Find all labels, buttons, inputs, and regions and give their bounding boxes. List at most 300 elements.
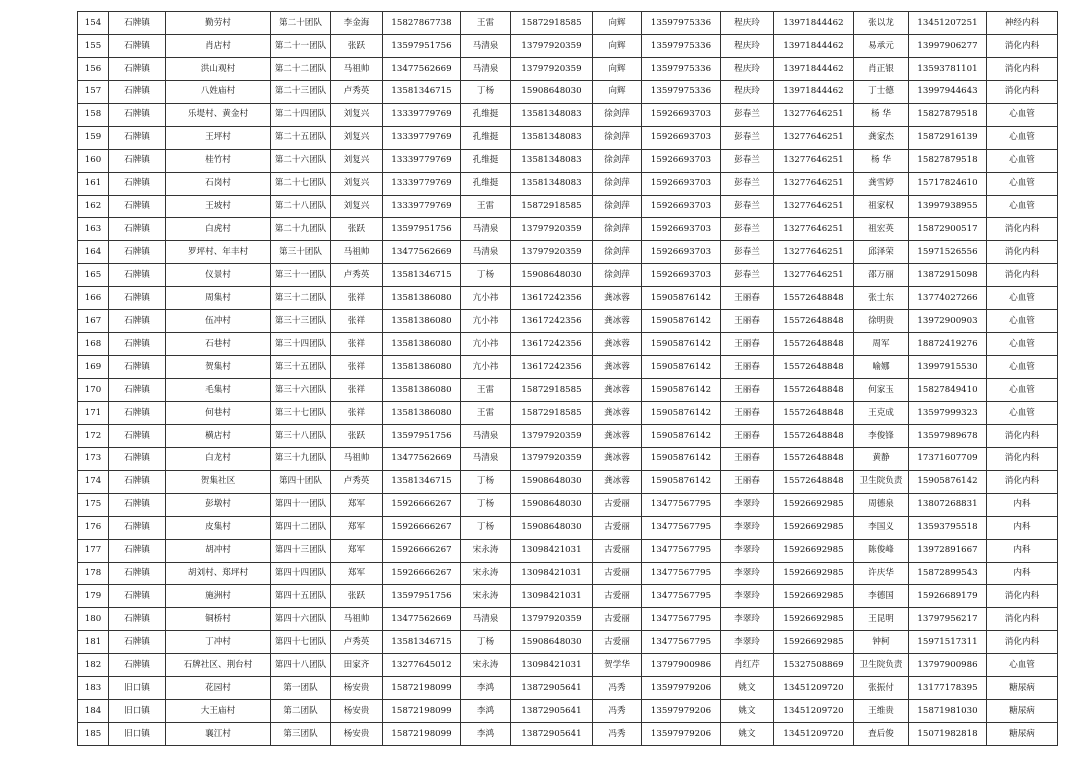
nurse-phone-cell: 15926693703 <box>642 103 721 126</box>
village-cell: 伍冲村 <box>166 310 271 333</box>
member-name-cell: 王雷 <box>461 401 511 424</box>
row-number-cell: 174 <box>78 470 109 493</box>
member-name-cell: 王雷 <box>461 12 511 35</box>
nurse-name-cell: 向辉 <box>593 12 642 35</box>
village-doctor-cell: 张士东 <box>854 287 909 310</box>
specialty-cell: 心血管 <box>987 654 1058 677</box>
nurse-name-cell: 贺学华 <box>593 654 642 677</box>
row-number-cell: 156 <box>78 57 109 80</box>
leader-name-cell: 张跃 <box>331 34 383 57</box>
leader-name-cell: 卢秀英 <box>331 80 383 103</box>
table-row <box>78 103 1058 126</box>
town-cell: 石牌镇 <box>109 149 166 172</box>
leader-name-cell: 郑军 <box>331 493 383 516</box>
town-cell: 石牌镇 <box>109 310 166 333</box>
leader-phone-cell: 15926666267 <box>383 562 461 585</box>
nurse-name-cell: 徐剑萍 <box>593 241 642 264</box>
leader-name-cell: 马祖帅 <box>331 447 383 470</box>
team-cell: 第四十七团队 <box>271 631 331 654</box>
member-name-cell: 宋永涛 <box>461 562 511 585</box>
leader-name-cell: 李金海 <box>331 12 383 35</box>
doctor-phone-cell: 13972891667 <box>909 539 987 562</box>
doctor-phone-cell: 13807268831 <box>909 493 987 516</box>
leader-name-cell: 张跃 <box>331 424 383 447</box>
leader-name-cell: 卢秀英 <box>331 631 383 654</box>
contact-phone-cell: 13451209720 <box>774 677 854 700</box>
nurse-name-cell: 古爱丽 <box>593 562 642 585</box>
doctor-phone-cell: 15905876142 <box>909 470 987 493</box>
row-number-cell: 166 <box>78 287 109 310</box>
leader-name-cell: 郑军 <box>331 562 383 585</box>
village-doctor-cell: 卫生院负责 <box>854 470 909 493</box>
nurse-name-cell: 冯秀 <box>593 677 642 700</box>
village-doctor-cell: 许庆华 <box>854 562 909 585</box>
nurse-phone-cell: 15926693703 <box>642 218 721 241</box>
table-row <box>78 195 1058 218</box>
table-row <box>78 562 1058 585</box>
nurse-name-cell: 徐剑萍 <box>593 264 642 287</box>
nurse-name-cell: 徐剑萍 <box>593 218 642 241</box>
table-row <box>78 264 1058 287</box>
village-doctor-cell: 王昆明 <box>854 608 909 631</box>
contact-name-cell: 彭春兰 <box>721 195 774 218</box>
contact-phone-cell: 13277646251 <box>774 218 854 241</box>
specialty-cell: 消化内科 <box>987 585 1058 608</box>
nurse-phone-cell: 13597979206 <box>642 723 721 746</box>
leader-phone-cell: 15872198099 <box>383 723 461 746</box>
leader-phone-cell: 13339779769 <box>383 126 461 149</box>
village-cell: 皮集村 <box>166 516 271 539</box>
team-cell: 第四十四团队 <box>271 562 331 585</box>
village-doctor-cell: 祖家权 <box>854 195 909 218</box>
nurse-phone-cell: 13477567795 <box>642 631 721 654</box>
doctor-phone-cell: 13177178395 <box>909 677 987 700</box>
leader-phone-cell: 13581386080 <box>383 310 461 333</box>
member-phone-cell: 13797920359 <box>511 34 593 57</box>
leader-name-cell: 张祥 <box>331 401 383 424</box>
leader-phone-cell: 13581386080 <box>383 356 461 379</box>
village-cell: 乐堤村、黄金村 <box>166 103 271 126</box>
village-doctor-cell: 王维贵 <box>854 700 909 723</box>
leader-name-cell: 杨安贵 <box>331 723 383 746</box>
member-phone-cell: 13797920359 <box>511 608 593 631</box>
leader-phone-cell: 13581386080 <box>383 287 461 310</box>
village-cell: 王坪村 <box>166 126 271 149</box>
row-number-cell: 167 <box>78 310 109 333</box>
nurse-name-cell: 徐剑萍 <box>593 195 642 218</box>
contact-phone-cell: 15926692985 <box>774 493 854 516</box>
row-number-cell: 185 <box>78 723 109 746</box>
doctor-phone-cell: 15872916139 <box>909 126 987 149</box>
village-cell: 洪山观村 <box>166 57 271 80</box>
team-cell: 第四十二团队 <box>271 516 331 539</box>
member-phone-cell: 15872918585 <box>511 379 593 402</box>
leader-name-cell: 张祥 <box>331 356 383 379</box>
village-doctor-cell: 丁士德 <box>854 80 909 103</box>
nurse-name-cell: 龚冰蓉 <box>593 287 642 310</box>
member-phone-cell: 15908648030 <box>511 516 593 539</box>
contact-name-cell: 李翠玲 <box>721 631 774 654</box>
leader-phone-cell: 13339779769 <box>383 195 461 218</box>
village-doctor-cell: 祖宏英 <box>854 218 909 241</box>
contact-phone-cell: 15572648848 <box>774 447 854 470</box>
town-cell: 石牌镇 <box>109 333 166 356</box>
table-row <box>78 539 1058 562</box>
row-number-cell: 165 <box>78 264 109 287</box>
specialty-cell: 心血管 <box>987 379 1058 402</box>
row-number-cell: 181 <box>78 631 109 654</box>
leader-phone-cell: 13597951756 <box>383 34 461 57</box>
leader-name-cell: 杨安贵 <box>331 677 383 700</box>
town-cell: 石牌镇 <box>109 379 166 402</box>
nurse-phone-cell: 15926693703 <box>642 172 721 195</box>
specialty-cell: 心血管 <box>987 195 1058 218</box>
leader-phone-cell: 13581346715 <box>383 631 461 654</box>
doctor-phone-cell: 13997906277 <box>909 34 987 57</box>
contact-phone-cell: 15572648848 <box>774 310 854 333</box>
town-cell: 石牌镇 <box>109 103 166 126</box>
doctor-phone-cell: 15827849410 <box>909 379 987 402</box>
specialty-cell: 消化内科 <box>987 57 1058 80</box>
contact-phone-cell: 15926692985 <box>774 608 854 631</box>
contact-phone-cell: 15572648848 <box>774 379 854 402</box>
roster-table <box>77 11 1058 746</box>
doctor-phone-cell: 13451207251 <box>909 12 987 35</box>
leader-phone-cell: 13581346715 <box>383 80 461 103</box>
specialty-cell: 心血管 <box>987 333 1058 356</box>
contact-name-cell: 彭春兰 <box>721 172 774 195</box>
doctor-phone-cell: 13797900986 <box>909 654 987 677</box>
doctor-phone-cell: 13997915530 <box>909 356 987 379</box>
row-number-cell: 171 <box>78 401 109 424</box>
row-number-cell: 159 <box>78 126 109 149</box>
specialty-cell: 消化内科 <box>987 264 1058 287</box>
leader-phone-cell: 13597951756 <box>383 424 461 447</box>
contact-name-cell: 王丽春 <box>721 470 774 493</box>
nurse-phone-cell: 15905876142 <box>642 470 721 493</box>
row-number-cell: 180 <box>78 608 109 631</box>
table-row <box>78 585 1058 608</box>
nurse-name-cell: 龚冰蓉 <box>593 447 642 470</box>
member-phone-cell: 15908648030 <box>511 470 593 493</box>
leader-name-cell: 张祥 <box>331 333 383 356</box>
nurse-phone-cell: 15905876142 <box>642 379 721 402</box>
member-name-cell: 李鸿 <box>461 677 511 700</box>
nurse-phone-cell: 13797900986 <box>642 654 721 677</box>
leader-phone-cell: 13581346715 <box>383 264 461 287</box>
village-doctor-cell: 王克成 <box>854 401 909 424</box>
specialty-cell: 心血管 <box>987 126 1058 149</box>
table-row <box>78 723 1058 746</box>
doctor-phone-cell: 13597999323 <box>909 401 987 424</box>
village-cell: 石巷村 <box>166 333 271 356</box>
member-name-cell: 宋永涛 <box>461 585 511 608</box>
specialty-cell: 心血管 <box>987 149 1058 172</box>
table-row <box>78 677 1058 700</box>
specialty-cell: 内科 <box>987 539 1058 562</box>
leader-phone-cell: 13597951756 <box>383 585 461 608</box>
contact-name-cell: 王丽春 <box>721 401 774 424</box>
town-cell: 石牌镇 <box>109 608 166 631</box>
member-phone-cell: 13617242356 <box>511 356 593 379</box>
contact-phone-cell: 15572648848 <box>774 424 854 447</box>
nurse-phone-cell: 15905876142 <box>642 287 721 310</box>
contact-name-cell: 王丽春 <box>721 424 774 447</box>
village-doctor-cell: 何家玉 <box>854 379 909 402</box>
village-doctor-cell: 李德国 <box>854 585 909 608</box>
member-name-cell: 丁杨 <box>461 631 511 654</box>
contact-name-cell: 王丽春 <box>721 333 774 356</box>
member-name-cell: 丁杨 <box>461 80 511 103</box>
member-name-cell: 孔维挺 <box>461 149 511 172</box>
table-row <box>78 287 1058 310</box>
row-number-cell: 176 <box>78 516 109 539</box>
member-phone-cell: 13872905641 <box>511 677 593 700</box>
member-name-cell: 宋永涛 <box>461 539 511 562</box>
town-cell: 石牌镇 <box>109 126 166 149</box>
contact-name-cell: 程庆玲 <box>721 34 774 57</box>
leader-phone-cell: 13597951756 <box>383 218 461 241</box>
contact-phone-cell: 15572648848 <box>774 333 854 356</box>
village-cell: 肖店村 <box>166 34 271 57</box>
table-row <box>78 424 1058 447</box>
team-cell: 第三十三团队 <box>271 310 331 333</box>
specialty-cell: 消化内科 <box>987 34 1058 57</box>
contact-phone-cell: 15572648848 <box>774 356 854 379</box>
contact-name-cell: 王丽春 <box>721 356 774 379</box>
contact-name-cell: 李翠玲 <box>721 493 774 516</box>
nurse-phone-cell: 13597975336 <box>642 12 721 35</box>
table-row <box>78 333 1058 356</box>
member-name-cell: 王雷 <box>461 379 511 402</box>
member-phone-cell: 13098421031 <box>511 539 593 562</box>
specialty-cell: 心血管 <box>987 287 1058 310</box>
member-name-cell: 孔维挺 <box>461 103 511 126</box>
doctor-phone-cell: 13972900903 <box>909 310 987 333</box>
doctor-phone-cell: 15071982818 <box>909 723 987 746</box>
row-number-cell: 182 <box>78 654 109 677</box>
contact-name-cell: 李翠玲 <box>721 585 774 608</box>
team-cell: 第三十一团队 <box>271 264 331 287</box>
leader-name-cell: 刘复兴 <box>331 195 383 218</box>
town-cell: 石牌镇 <box>109 516 166 539</box>
nurse-name-cell: 向辉 <box>593 80 642 103</box>
leader-name-cell: 卢秀英 <box>331 264 383 287</box>
nurse-phone-cell: 15926693703 <box>642 241 721 264</box>
member-name-cell: 丁杨 <box>461 516 511 539</box>
village-cell: 何巷村 <box>166 401 271 424</box>
member-phone-cell: 13797920359 <box>511 218 593 241</box>
nurse-phone-cell: 13477567795 <box>642 562 721 585</box>
contact-phone-cell: 13277646251 <box>774 264 854 287</box>
nurse-name-cell: 古爱丽 <box>593 631 642 654</box>
doctor-phone-cell: 17371607709 <box>909 447 987 470</box>
village-doctor-cell: 龚雪婷 <box>854 172 909 195</box>
team-cell: 第二十一团队 <box>271 34 331 57</box>
member-phone-cell: 13872905641 <box>511 700 593 723</box>
member-name-cell: 丁杨 <box>461 264 511 287</box>
member-name-cell: 马清泉 <box>461 424 511 447</box>
specialty-cell: 消化内科 <box>987 470 1058 493</box>
village-doctor-cell: 龚家杰 <box>854 126 909 149</box>
team-cell: 第四十六团队 <box>271 608 331 631</box>
member-phone-cell: 13617242356 <box>511 333 593 356</box>
nurse-phone-cell: 13477567795 <box>642 539 721 562</box>
member-name-cell: 马清泉 <box>461 34 511 57</box>
village-doctor-cell: 陈俊峰 <box>854 539 909 562</box>
village-doctor-cell: 査后俊 <box>854 723 909 746</box>
village-cell: 贺集村 <box>166 356 271 379</box>
contact-name-cell: 姚文 <box>721 677 774 700</box>
team-cell: 第三十八团队 <box>271 424 331 447</box>
contact-name-cell: 肖红芹 <box>721 654 774 677</box>
nurse-phone-cell: 15926693703 <box>642 195 721 218</box>
leader-name-cell: 张祥 <box>331 379 383 402</box>
leader-name-cell: 张跃 <box>331 585 383 608</box>
town-cell: 旧口镇 <box>109 700 166 723</box>
leader-phone-cell: 13581386080 <box>383 333 461 356</box>
town-cell: 石牌镇 <box>109 172 166 195</box>
table-row <box>78 654 1058 677</box>
team-cell: 第二十四团队 <box>271 103 331 126</box>
member-phone-cell: 15908648030 <box>511 264 593 287</box>
specialty-cell: 消化内科 <box>987 608 1058 631</box>
contact-phone-cell: 15926692985 <box>774 539 854 562</box>
member-phone-cell: 13872905641 <box>511 723 593 746</box>
row-number-cell: 155 <box>78 34 109 57</box>
village-cell: 花园村 <box>166 677 271 700</box>
member-name-cell: 马清泉 <box>461 57 511 80</box>
leader-phone-cell: 13339779769 <box>383 172 461 195</box>
doctor-phone-cell: 15717824610 <box>909 172 987 195</box>
town-cell: 石牌镇 <box>109 470 166 493</box>
doctor-phone-cell: 15827879518 <box>909 103 987 126</box>
team-cell: 第四十一团队 <box>271 493 331 516</box>
specialty-cell: 心血管 <box>987 103 1058 126</box>
town-cell: 石牌镇 <box>109 57 166 80</box>
village-cell: 毛集村 <box>166 379 271 402</box>
nurse-name-cell: 古爱丽 <box>593 516 642 539</box>
table-row <box>78 516 1058 539</box>
team-cell: 第二十二团队 <box>271 57 331 80</box>
specialty-cell: 神经内科 <box>987 12 1058 35</box>
village-cell: 仪景村 <box>166 264 271 287</box>
team-cell: 第三十二团队 <box>271 287 331 310</box>
member-name-cell: 丁杨 <box>461 470 511 493</box>
nurse-phone-cell: 13597979206 <box>642 700 721 723</box>
member-name-cell: 马清泉 <box>461 447 511 470</box>
table-row <box>78 149 1058 172</box>
village-doctor-cell: 邱泽荣 <box>854 241 909 264</box>
nurse-phone-cell: 13597979206 <box>642 677 721 700</box>
member-phone-cell: 15908648030 <box>511 493 593 516</box>
team-cell: 第三十四团队 <box>271 333 331 356</box>
leader-name-cell: 田家齐 <box>331 654 383 677</box>
table-body <box>78 12 1058 746</box>
contact-name-cell: 彭春兰 <box>721 218 774 241</box>
row-number-cell: 179 <box>78 585 109 608</box>
row-number-cell: 169 <box>78 356 109 379</box>
specialty-cell: 心血管 <box>987 356 1058 379</box>
village-doctor-cell: 卫生院负责 <box>854 654 909 677</box>
member-name-cell: 马清泉 <box>461 218 511 241</box>
row-number-cell: 168 <box>78 333 109 356</box>
leader-name-cell: 马祖帅 <box>331 241 383 264</box>
doctor-phone-cell: 15872900517 <box>909 218 987 241</box>
nurse-name-cell: 冯秀 <box>593 723 642 746</box>
leader-name-cell: 郑军 <box>331 539 383 562</box>
town-cell: 石牌镇 <box>109 12 166 35</box>
village-doctor-cell: 杨 华 <box>854 149 909 172</box>
table-row <box>78 126 1058 149</box>
nurse-name-cell: 徐剑萍 <box>593 149 642 172</box>
nurse-name-cell: 徐剑萍 <box>593 172 642 195</box>
contact-name-cell: 李翠玲 <box>721 608 774 631</box>
row-number-cell: 164 <box>78 241 109 264</box>
town-cell: 石牌镇 <box>109 401 166 424</box>
nurse-phone-cell: 15926693703 <box>642 126 721 149</box>
contact-name-cell: 王丽春 <box>721 447 774 470</box>
table-row <box>78 401 1058 424</box>
team-cell: 第三团队 <box>271 723 331 746</box>
village-doctor-cell: 易承元 <box>854 34 909 57</box>
nurse-name-cell: 徐剑萍 <box>593 103 642 126</box>
contact-name-cell: 王丽春 <box>721 379 774 402</box>
contact-name-cell: 彭春兰 <box>721 241 774 264</box>
leader-phone-cell: 13339779769 <box>383 149 461 172</box>
table-row <box>78 218 1058 241</box>
leader-name-cell: 张祥 <box>331 287 383 310</box>
contact-phone-cell: 15926692985 <box>774 631 854 654</box>
specialty-cell: 内科 <box>987 493 1058 516</box>
doctor-phone-cell: 13997938955 <box>909 195 987 218</box>
contact-phone-cell: 13971844462 <box>774 80 854 103</box>
nurse-phone-cell: 13477567795 <box>642 585 721 608</box>
nurse-phone-cell: 13477567795 <box>642 516 721 539</box>
member-phone-cell: 13617242356 <box>511 287 593 310</box>
nurse-phone-cell: 15905876142 <box>642 333 721 356</box>
leader-phone-cell: 13277645012 <box>383 654 461 677</box>
row-number-cell: 161 <box>78 172 109 195</box>
village-cell: 胡冲村 <box>166 539 271 562</box>
contact-phone-cell: 13277646251 <box>774 149 854 172</box>
team-cell: 第三十九团队 <box>271 447 331 470</box>
nurse-phone-cell: 13477567795 <box>642 493 721 516</box>
team-cell: 第二十六团队 <box>271 149 331 172</box>
member-phone-cell: 13581348083 <box>511 172 593 195</box>
team-cell: 第四十八团队 <box>271 654 331 677</box>
town-cell: 石牌镇 <box>109 195 166 218</box>
contact-phone-cell: 13451209720 <box>774 723 854 746</box>
member-name-cell: 马清泉 <box>461 241 511 264</box>
village-cell: 石牌社区、荆台村 <box>166 654 271 677</box>
member-phone-cell: 15908648030 <box>511 631 593 654</box>
team-cell: 第四十五团队 <box>271 585 331 608</box>
leader-phone-cell: 15926666267 <box>383 493 461 516</box>
leader-name-cell: 刘复兴 <box>331 149 383 172</box>
specialty-cell: 心血管 <box>987 172 1058 195</box>
leader-phone-cell: 13581386080 <box>383 401 461 424</box>
leader-phone-cell: 15926666267 <box>383 516 461 539</box>
row-number-cell: 158 <box>78 103 109 126</box>
member-name-cell: 亢小祎 <box>461 333 511 356</box>
village-cell: 彭墩村 <box>166 493 271 516</box>
village-doctor-cell: 喻娜 <box>854 356 909 379</box>
village-cell: 石岗村 <box>166 172 271 195</box>
leader-phone-cell: 13477562669 <box>383 447 461 470</box>
leader-name-cell: 郑军 <box>331 516 383 539</box>
specialty-cell: 消化内科 <box>987 80 1058 103</box>
